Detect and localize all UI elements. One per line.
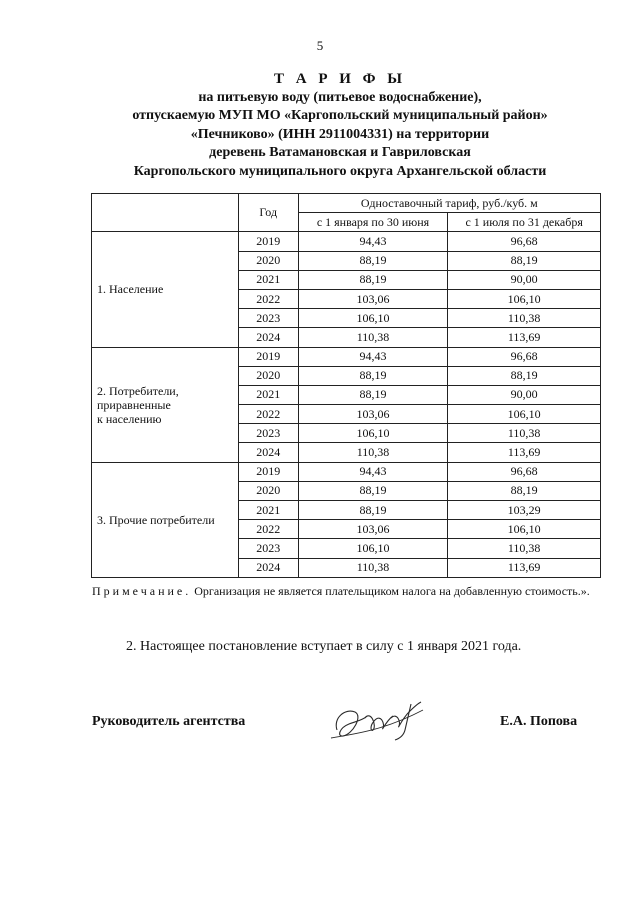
note-label: Примечание. (92, 584, 192, 598)
tariff-p2-cell: 113,69 (448, 558, 601, 577)
year-cell: 2022 (238, 289, 298, 308)
year-cell: 2021 (238, 501, 298, 520)
tariff-p1-cell: 94,43 (298, 462, 448, 481)
year-cell: 2023 (238, 309, 298, 328)
category-line: приравненные (97, 397, 171, 412)
year-cell: 2022 (238, 520, 298, 539)
tariff-p2-cell: 88,19 (448, 366, 601, 385)
header-year: Год (238, 194, 298, 232)
category-cell: 3. Прочие потребители (92, 462, 239, 577)
category-cell: 1. Население (92, 232, 239, 347)
tariff-p1-cell: 103,06 (298, 289, 448, 308)
year-cell: 2020 (238, 481, 298, 500)
year-cell: 2023 (238, 539, 298, 558)
year-cell: 2024 (238, 328, 298, 347)
tariff-p2-cell: 88,19 (448, 481, 601, 500)
tariff-p1-cell: 88,19 (298, 270, 448, 289)
effective-date-clause: 2. Настоящее постановление вступает в силу с 1 января 2021 года. (126, 639, 522, 654)
table-row (92, 347, 601, 366)
tariff-p2-cell: 106,10 (448, 405, 601, 424)
title-line-1: Т А Р И Ф Ы (273, 71, 407, 87)
tariff-p1-cell: 94,43 (298, 347, 448, 366)
note-text: Организация не является плательщиком налога на добавленную стоимость.». (194, 584, 590, 598)
tariff-p2-cell: 90,00 (448, 385, 601, 404)
tariff-p1-cell: 94,43 (298, 232, 448, 251)
header-empty-cell (92, 194, 239, 232)
tariff-p2-cell: 96,68 (448, 347, 601, 366)
tariff-p1-cell: 106,10 (298, 309, 448, 328)
tariff-p1-cell: 88,19 (298, 481, 448, 500)
title-line-3: отпускаемую МУП МО «Каргопольский муниципальный район» (132, 108, 548, 123)
year-cell: 2023 (238, 424, 298, 443)
tariff-p2-cell: 106,10 (448, 289, 601, 308)
header-period-2: с 1 июля по 31 декабря (448, 213, 601, 232)
tariff-p2-cell: 110,38 (448, 539, 601, 558)
tariff-p2-cell: 110,38 (448, 309, 601, 328)
title-line-4: «Печниково» (ИНН 2911004331) на территории (190, 126, 490, 142)
tariff-p1-cell: 106,10 (298, 539, 448, 558)
tariff-p1-cell: 88,19 (298, 501, 448, 520)
tariff-p2-cell: 96,68 (448, 462, 601, 481)
tariff-p2-cell: 110,38 (448, 424, 601, 443)
table-note (92, 583, 600, 599)
table-header-row (92, 194, 601, 213)
page-number: 5 (316, 38, 324, 53)
document-title (60, 70, 620, 181)
tariff-p2-cell: 113,69 (448, 443, 601, 462)
table-row (92, 462, 601, 481)
year-cell: 2019 (238, 232, 298, 251)
year-cell: 2021 (238, 270, 298, 289)
signer-name: Е.А. Попова (500, 714, 578, 729)
title-line-5: деревень Ватамановская и Гавриловская (209, 145, 471, 160)
header-period-1: с 1 января по 30 июня (298, 213, 448, 232)
year-cell: 2022 (238, 405, 298, 424)
year-cell: 2021 (238, 385, 298, 404)
tariff-p1-cell: 110,38 (298, 443, 448, 462)
header-tariff: Одноставочный тариф, руб./куб. м (298, 194, 600, 213)
year-cell: 2019 (238, 462, 298, 481)
category-line: к населению (97, 411, 162, 426)
tariff-table (91, 193, 601, 578)
tariff-p2-cell: 113,69 (448, 328, 601, 347)
category-line: 2. Потребители, (97, 383, 179, 398)
tariff-p1-cell: 106,10 (298, 424, 448, 443)
year-cell: 2020 (238, 251, 298, 270)
category-cell (92, 347, 239, 462)
tariff-p2-cell: 106,10 (448, 520, 601, 539)
tariff-p1-cell: 103,06 (298, 520, 448, 539)
tariff-p1-cell: 110,38 (298, 328, 448, 347)
title-line-2: на питьевую воду (питьевое водоснабжение), (198, 89, 482, 105)
title-line-6: Каргопольского муниципального округа Архангельской области (133, 163, 547, 179)
tariff-p1-cell: 110,38 (298, 558, 448, 577)
year-cell: 2019 (238, 347, 298, 366)
tariff-p1-cell: 88,19 (298, 366, 448, 385)
year-cell: 2024 (238, 558, 298, 577)
year-cell: 2024 (238, 443, 298, 462)
tariff-p2-cell: 88,19 (448, 251, 601, 270)
tariff-p1-cell: 88,19 (298, 385, 448, 404)
tariff-p1-cell: 103,06 (298, 405, 448, 424)
table-row (92, 232, 601, 251)
tariff-p1-cell: 88,19 (298, 251, 448, 270)
tariff-p2-cell: 90,00 (448, 270, 601, 289)
signer-role: Руководитель агентства (92, 714, 246, 729)
tariff-p2-cell: 103,29 (448, 501, 601, 520)
year-cell: 2020 (238, 366, 298, 385)
handwritten-signature (325, 690, 435, 750)
tariff-p2-cell: 96,68 (448, 232, 601, 251)
